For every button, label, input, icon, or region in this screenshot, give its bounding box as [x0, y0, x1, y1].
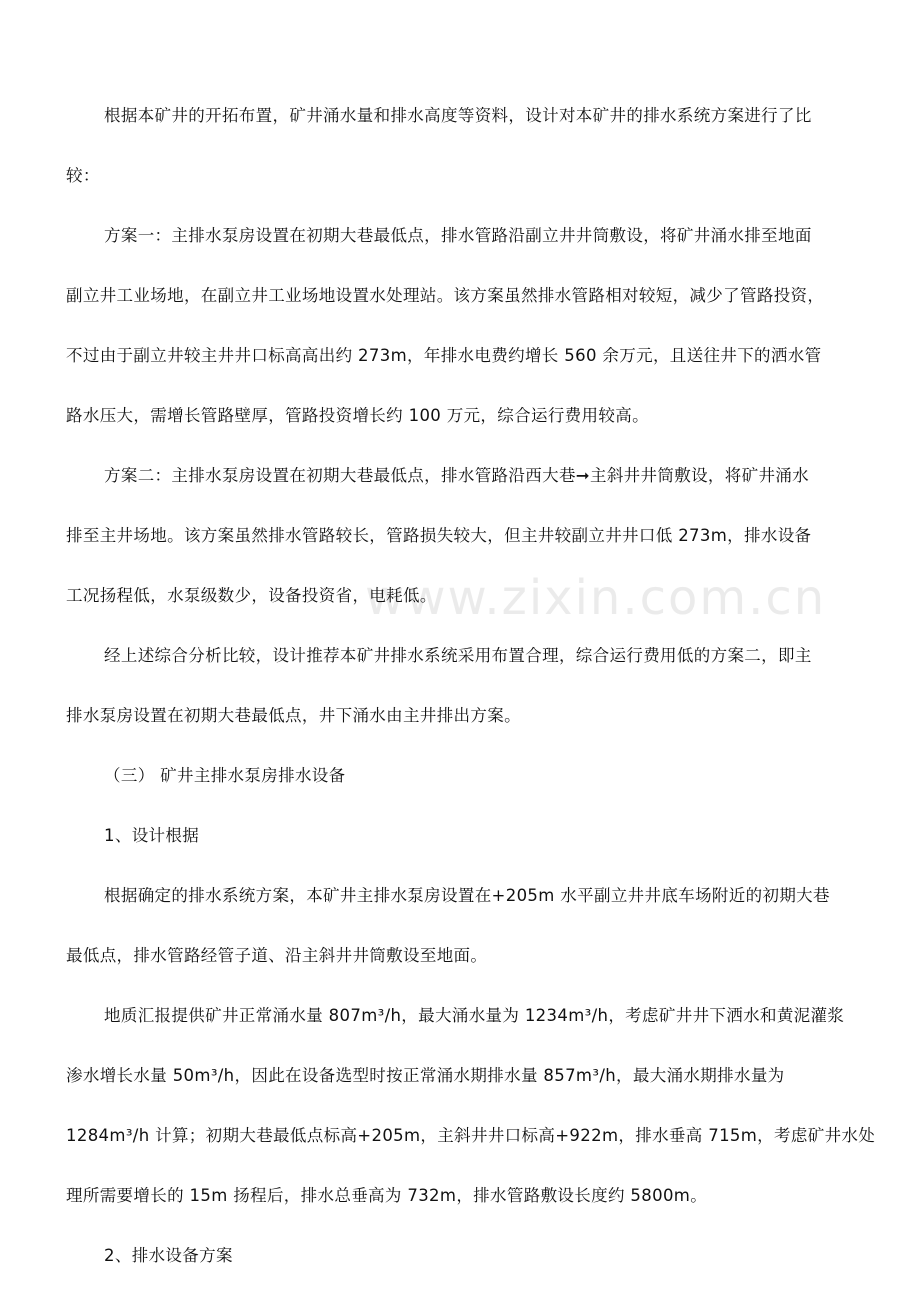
subsection-heading: 1、设计根据 [104, 826, 200, 845]
paragraph-line: 排水泵房设置在初期大巷最低点，井下涌水由主井排出方案。 [66, 706, 521, 725]
paragraph-line: 根据本矿井的开拓布置，矿井涌水量和排水高度等资料，设计对本矿井的排水系统方案进行了比 [104, 106, 812, 125]
paragraph-line: 理所需要增长的 15m 扬程后，排水总垂高为 732m，排水管路敷设长度约 5800m。 [66, 1186, 708, 1205]
section-heading: （三） 矿井主排水泵房排水设备 [104, 766, 346, 785]
paragraph-line: 副立井工业场地，在副立井工业场地设置水处理站。该方案虽然排水管路相对较短，减少了管路投资， [66, 286, 825, 305]
paragraph-line: 不过由于副立井较主井井口标高高出约 273m，年排水电费约增长 560 余万元，且送往井下的洒水管 [66, 346, 822, 365]
paragraph-line: 路水压大，需增长管路壁厚，管路投资增长约 100 万元，综合运行费用较高。 [66, 406, 649, 425]
watermark: www.zixin.com.cn [365, 570, 827, 626]
paragraph-line: 最低点，排水管路经管子道、沿主斜井井筒敷设至地面。 [66, 946, 488, 965]
paragraph-line: 地质汇报提供矿井正常涌水量 807m³/h，最大涌水量为 1234m³/h，考虑矿井井下洒水和黄泥灌浆 [104, 1006, 845, 1025]
paragraph-line: 根据确定的排水系统方案，本矿井主排水泵房设置在+205m 水平副立井井底车场附近的初期大巷 [104, 886, 830, 905]
paragraph-line: 1284m³/h 计算；初期大巷最低点标高+205m，主斜井井口标高+922m，排水垂高 715m，考虑矿井水处 [66, 1126, 876, 1145]
paragraph-line: 渗水增长水量 50m³/h，因此在设备选型时按正常涌水期排水量 857m³/h，最大涌水期排水量为 [66, 1066, 785, 1085]
subsection-heading: 2、排水设备方案 [104, 1246, 233, 1265]
paragraph-line: 排至主井场地。该方案虽然排水管路较长，管路损失较大，但主井较副立井井口低 273m，排水设备 [66, 526, 812, 545]
paragraph-line: 方案一：主排水泵房设置在初期大巷最低点，排水管路沿副立井井筒敷设，将矿井涌水排至地面 [104, 226, 812, 245]
paragraph-line: 较： [66, 166, 100, 185]
paragraph-line: 经上述综合分析比较，设计推荐本矿井排水系统采用布置合理，综合运行费用低的方案二，即主 [104, 646, 812, 665]
paragraph-line: 工况扬程低，水泵级数少，设备投资省，电耗低。 [66, 586, 437, 605]
paragraph-line: 方案二：主排水泵房设置在初期大巷最低点，排水管路沿西大巷➞主斜井井筒敷设，将矿井涌水 [104, 466, 810, 485]
